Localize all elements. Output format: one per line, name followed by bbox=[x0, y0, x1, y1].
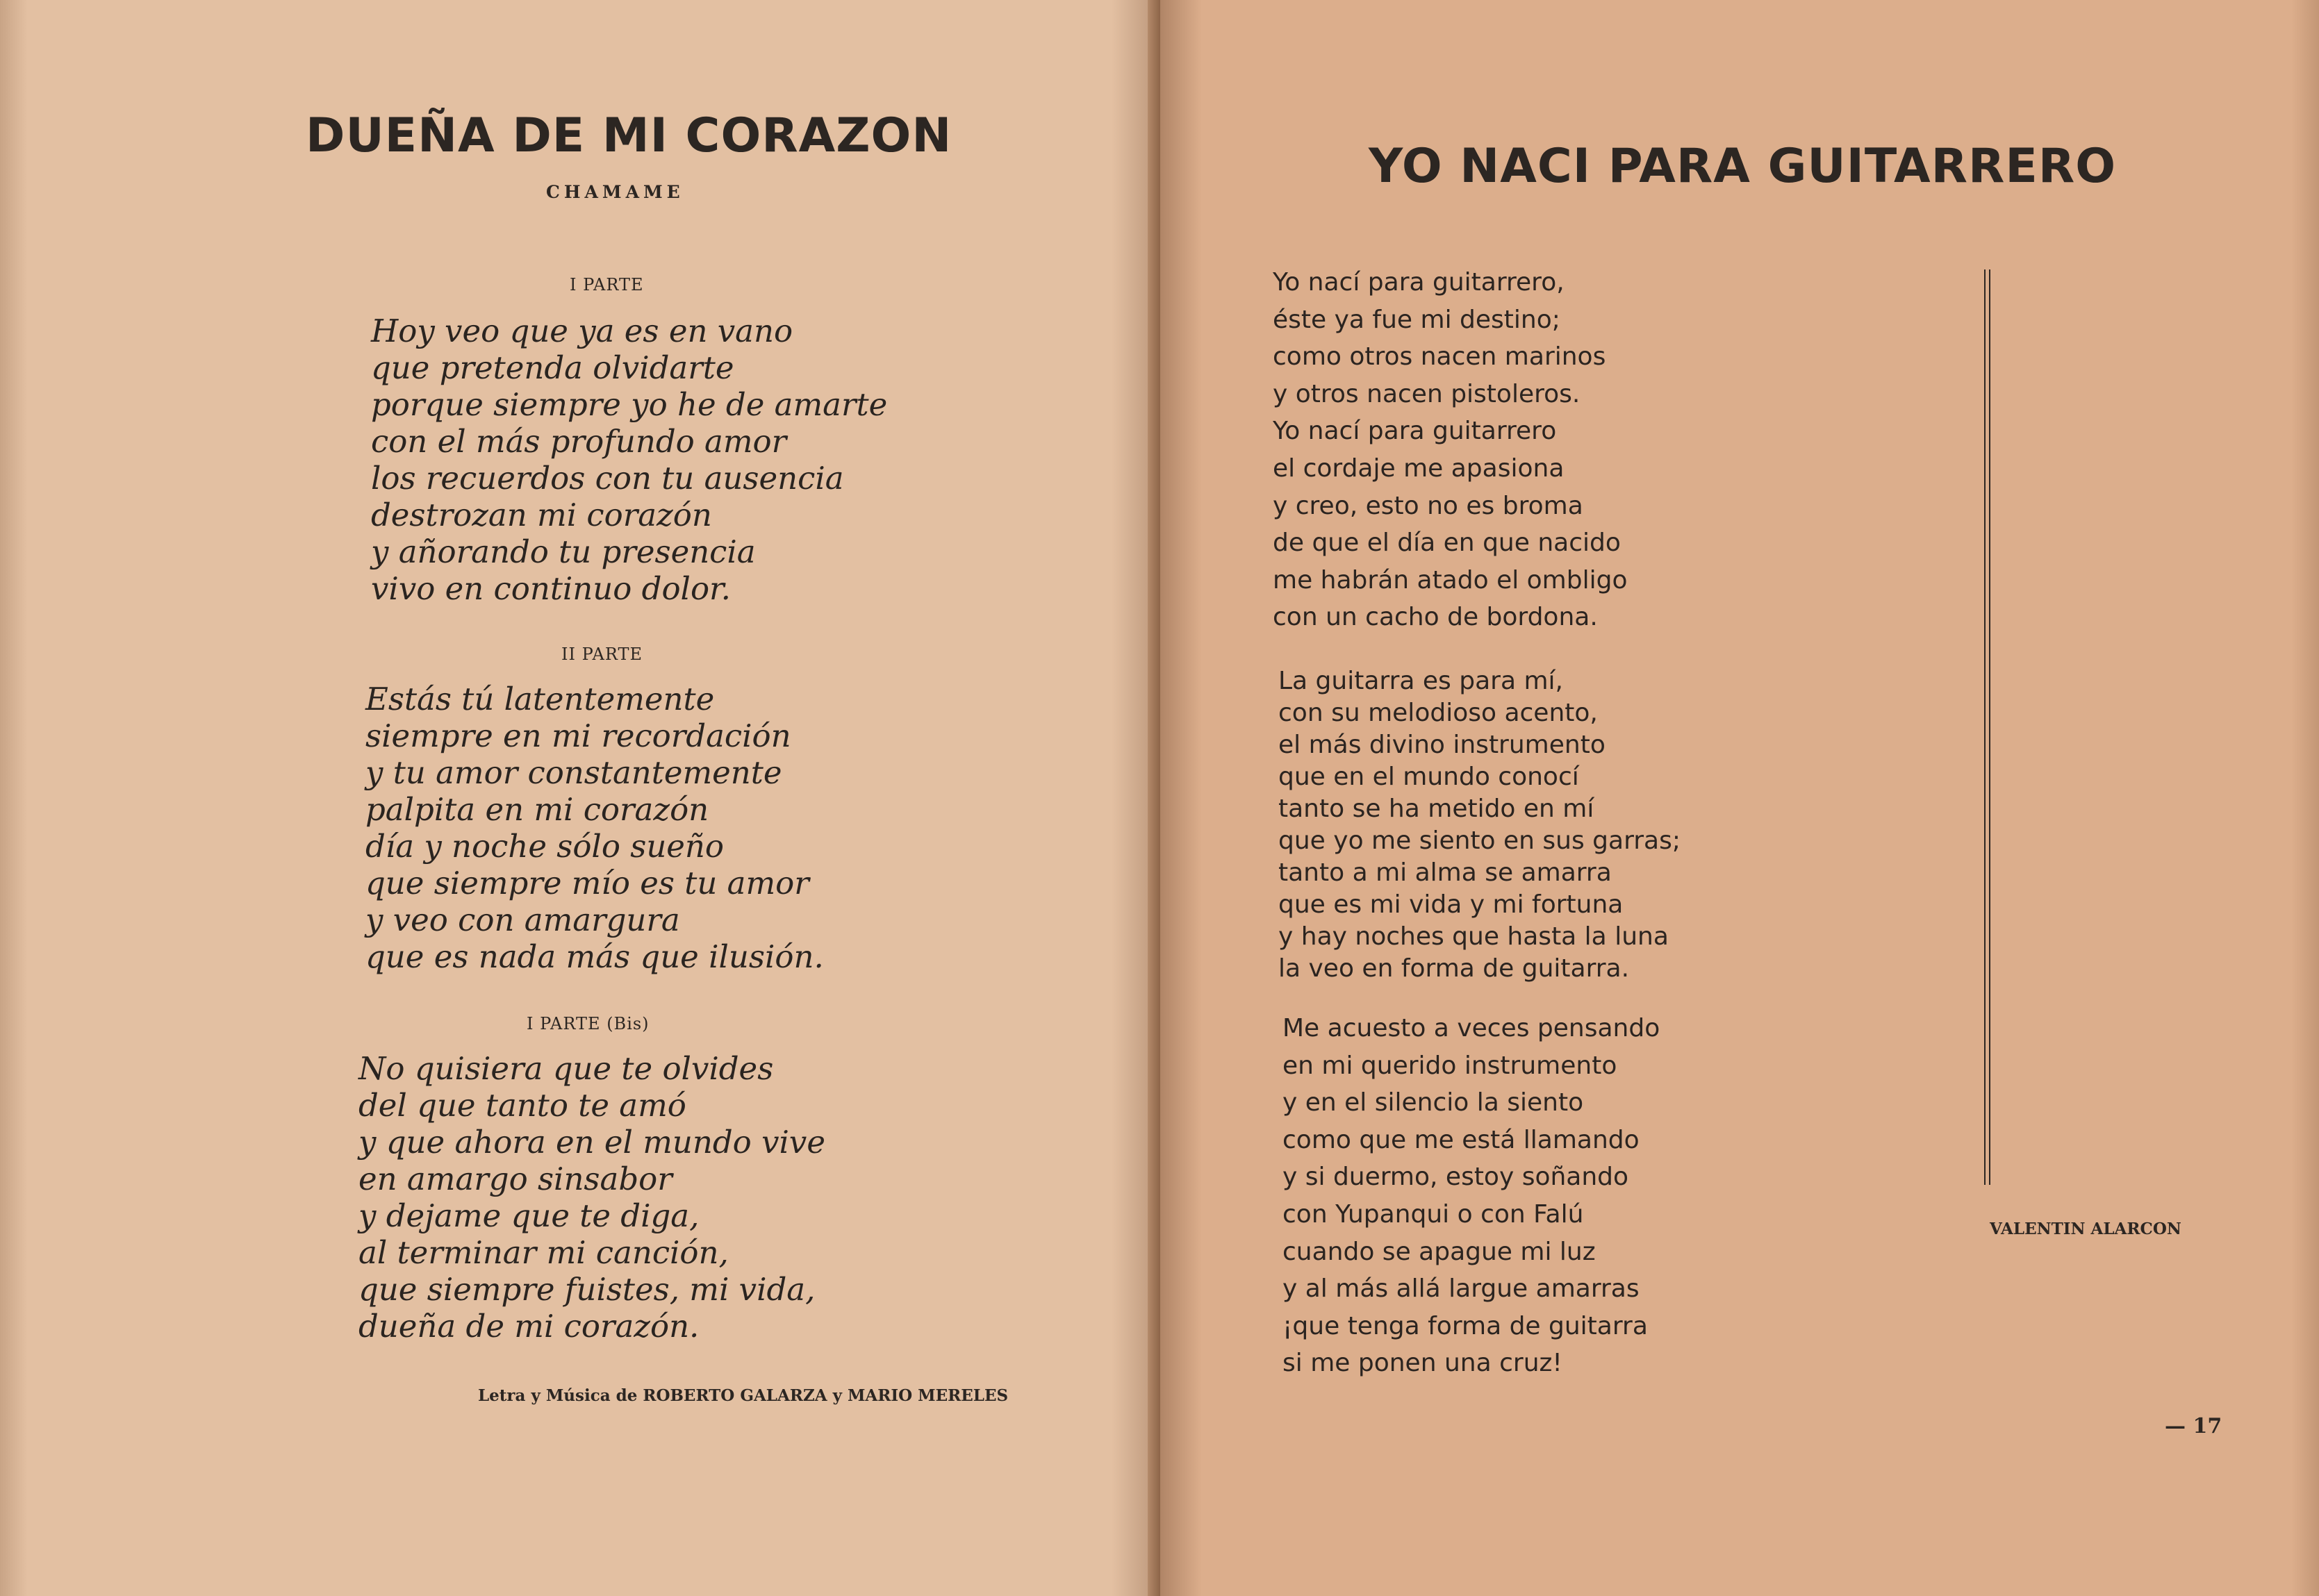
verse-line: que en el mundo conocí bbox=[1278, 763, 1579, 791]
verse-line: en mi querido instrumento bbox=[1282, 1051, 1617, 1080]
verse-line: que es nada más que ilusión. bbox=[365, 938, 824, 975]
verse-line: y añorando tu presencia bbox=[371, 533, 756, 570]
verse-line: el cordaje me apasiona bbox=[1273, 454, 1565, 483]
verse-line: y veo con amargura bbox=[365, 901, 680, 938]
verse-line: y dejame que te diga, bbox=[358, 1197, 700, 1234]
song-credit: Letra y Música de ROBERTO GALARZA y MARIO MERELES bbox=[478, 1386, 1009, 1405]
verse-line: y otros nacen pistoleros. bbox=[1273, 379, 1581, 408]
verse-line: día y noche sólo sueño bbox=[365, 828, 725, 865]
song-title-right: YO NACI PARA GUITARRERO bbox=[1369, 139, 2117, 194]
verse-line: y creo, esto no es broma bbox=[1273, 491, 1583, 520]
verse-line: del que tanto te amó bbox=[358, 1087, 686, 1124]
verse-line: que es mi vida y mi fortuna bbox=[1278, 890, 1624, 919]
verse-line: con el más profundo amor bbox=[371, 423, 787, 460]
verse-line: La guitarra es para mí, bbox=[1278, 667, 1563, 695]
verse-line: los recuerdos con tu ausencia bbox=[371, 460, 844, 497]
song-author: VALENTIN ALARCON bbox=[1990, 1220, 2181, 1238]
verse-line: de que el día en que nacido bbox=[1273, 529, 1621, 558]
verse-line: que yo me siento en sus garras; bbox=[1278, 826, 1681, 855]
verse-line: como otros nacen marinos bbox=[1273, 342, 1606, 372]
verse-line: palpita en mi corazón bbox=[365, 791, 709, 828]
verse-line: en amargo sinsabor bbox=[358, 1161, 672, 1197]
verse-line: y al más allá largue amarras bbox=[1282, 1274, 1640, 1304]
verse-stanza bbox=[1282, 1010, 1660, 1382]
vertical-rule bbox=[1984, 269, 1986, 1185]
verse-stanza bbox=[1273, 264, 1628, 636]
page-number: — 17 bbox=[2165, 1414, 2222, 1438]
verse-line: con un cacho de bordona. bbox=[1273, 603, 1598, 632]
verse-line: Estás tú latentemente bbox=[365, 681, 715, 717]
verse-stanza bbox=[365, 681, 824, 975]
part-label: I PARTE bbox=[570, 275, 644, 294]
verse-line: Yo nací para guitarrero, bbox=[1273, 268, 1565, 297]
song-genre: CHAMAME bbox=[546, 182, 684, 202]
verse-line: si me ponen una cruz! bbox=[1282, 1349, 1562, 1378]
verse-line: Me acuesto a veces pensando bbox=[1282, 1014, 1660, 1042]
verse-line: con Yupanqui o con Falú bbox=[1282, 1199, 1584, 1229]
verse-line: tanto se ha metido en mí bbox=[1278, 795, 1594, 823]
verse-line: dueña de mi corazón. bbox=[358, 1308, 700, 1345]
vertical-rule bbox=[1989, 269, 1990, 1185]
verse-line: el más divino instrumento bbox=[1278, 731, 1606, 759]
verse-stanza bbox=[358, 1050, 825, 1345]
verse-line: la veo en forma de guitarra. bbox=[1278, 954, 1630, 983]
verse-line: y que ahora en el mundo vive bbox=[358, 1124, 825, 1161]
verse-line: porque siempre yo he de amarte bbox=[371, 386, 888, 423]
verse-line: No quisiera que te olvides bbox=[358, 1050, 774, 1087]
verse-line: que siempre fuistes, mi vida, bbox=[358, 1271, 816, 1308]
verse-line: Hoy veo que ya es en vano bbox=[371, 313, 793, 349]
right-page bbox=[1160, 0, 2319, 1596]
verse-line: vivo en continuo dolor. bbox=[371, 570, 731, 607]
verse-line: y en el silencio la siento bbox=[1282, 1088, 1584, 1117]
verse-line: al terminar mi canción, bbox=[358, 1234, 729, 1271]
verse-line: éste ya fue mi destino; bbox=[1273, 305, 1560, 334]
verse-line: tanto a mi alma se amarra bbox=[1278, 858, 1612, 887]
verse-line: que pretenda olvidarte bbox=[371, 349, 734, 386]
song-title-left: DUEÑA DE MI CORAZON bbox=[306, 108, 952, 163]
verse-line: que siempre mío es tu amor bbox=[365, 865, 809, 901]
verse-line: y si duermo, estoy soñando bbox=[1282, 1163, 1629, 1192]
verse-line: me habrán atado el ombligo bbox=[1273, 565, 1628, 595]
verse-stanza bbox=[371, 313, 887, 607]
verse-line: ¡que tenga forma de guitarra bbox=[1282, 1311, 1648, 1340]
part-label: I PARTE (Bis) bbox=[527, 1014, 650, 1033]
verse-line: Yo nací para guitarrero bbox=[1273, 417, 1557, 446]
verse-line: como que me está llamando bbox=[1282, 1125, 1640, 1154]
verse-line: destrozan mi corazón bbox=[371, 497, 712, 533]
part-label: II PARTE bbox=[561, 645, 643, 664]
verse-line: con su melodioso acento, bbox=[1278, 699, 1598, 727]
verse-line: cuando se apague mi luz bbox=[1282, 1237, 1596, 1266]
verse-line: siempre en mi recordación bbox=[365, 717, 791, 754]
verse-stanza bbox=[1278, 665, 1681, 985]
verse-line: y tu amor constantemente bbox=[365, 754, 782, 791]
verse-line: y hay noches que hasta la luna bbox=[1278, 922, 1669, 951]
